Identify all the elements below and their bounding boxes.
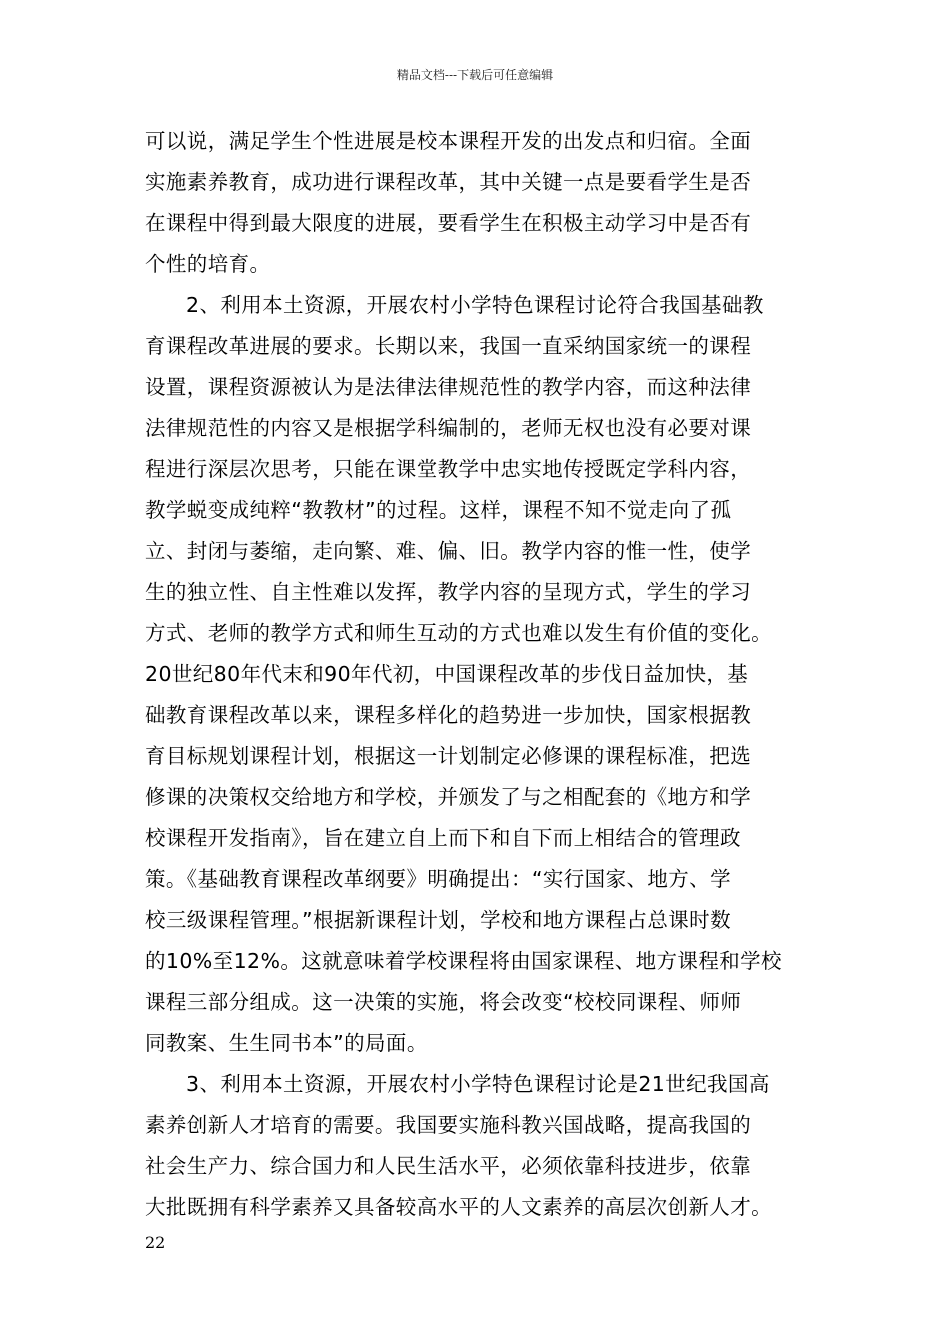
text-line: 实施素养教育，成功进行课程改革，其中关键一点是要看学生是否 [145, 170, 752, 194]
text-line: 方式、老师的教学方式和师生互动的方式也难以发生有价值的变化。 [145, 621, 772, 645]
body-text [145, 121, 811, 1228]
text-line: 在课程中得到最大限度的进展，要看学生在积极主动学习中是否有 [145, 211, 752, 235]
page-number: 22 [145, 1233, 166, 1252]
text-line: 修课的决策权交给地方和学校，并颁发了与之相配套的《地方和学 [145, 785, 752, 809]
text-line: 可以说，满足学生个性进展是校本课程开发的出发点和归宿。全面 [145, 129, 752, 153]
paragraph-start-line: 3、利用本土资源，开展农村小学特色课程讨论是21世纪我国高 [186, 1072, 770, 1096]
text-line: 20世纪80年代末和90年代初，中国课程改革的步伐日益加快，基 [145, 662, 749, 686]
text-line: 设置，课程资源被认为是法律法律规范性的教学内容，而这种法律 [145, 375, 752, 399]
page-header: 精品文档---下载后可任意编辑 [396, 68, 554, 82]
text-line: 课程三部分组成。这一决策的实施，将会改变“校校同课程、师师 [145, 990, 742, 1014]
text-line: 育目标规划课程计划，根据这一计划制定必修课的课程标准，把选 [145, 744, 752, 768]
text-line: 社会生产力、综合国力和人民生活水平，必须依靠科技进步，依靠 [145, 1154, 752, 1178]
text-line: 教学蜕变成纯粹“教教材”的过程。这样，课程不知不觉走向了孤 [145, 498, 732, 522]
text-line: 程进行深层次思考，只能在课堂教学中忠实地传授既定学科内容， [145, 457, 752, 481]
paragraph-start-line: 2、利用本土资源，开展农村小学特色课程讨论符合我国基础教 [186, 293, 764, 317]
text-line: 同教案、生生同书本”的局面。 [145, 1031, 428, 1055]
text-line: 生的独立性、自主性难以发挥，教学内容的呈现方式，学生的学习 [145, 580, 752, 604]
text-line: 立、封闭与萎缩，走向繁、难、偏、旧。教学内容的惟一性，使学 [145, 539, 752, 563]
text-line: 的10%至12%。这就意味着学校课程将由国家课程、地方课程和学校 [145, 949, 782, 973]
text-line: 法律规范性的内容又是根据学科编制的，老师无权也没有必要对课 [145, 416, 752, 440]
text-line: 策。《基础教育课程改革纲要》明确提出：“实行国家、地方、学 [145, 867, 731, 891]
text-line: 校三级课程管理。”根据新课程计划，学校和地方课程占总课时数 [145, 908, 731, 932]
text-line: 个性的培育。 [145, 252, 271, 276]
text-line: 育课程改革进展的要求。长期以来，我国一直采纳国家统一的课程 [145, 334, 752, 358]
text-line: 校课程开发指南》，旨在建立自上而下和自下而上相结合的管理政 [145, 826, 741, 850]
text-line: 大批既拥有科学素养又具备较高水平的人文素养的高层次创新人才。 [145, 1195, 772, 1219]
text-line: 素养创新人才培育的需要。我国要实施科教兴国战略，提高我国的 [145, 1113, 752, 1137]
text-line: 础教育课程改革以来，课程多样化的趋势进一步加快，国家根据教 [145, 703, 752, 727]
